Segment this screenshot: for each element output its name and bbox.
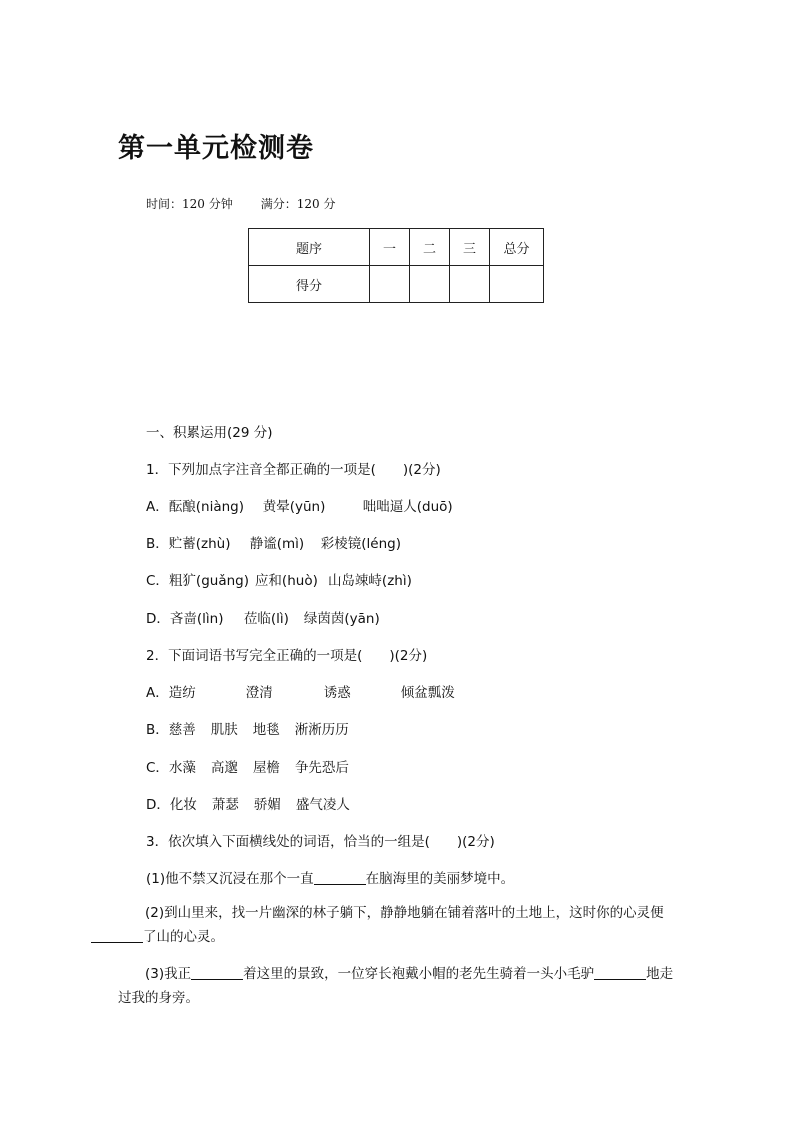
option-item: 彩棱镜(léng) bbox=[320, 536, 401, 552]
option-item: 绿茵茵(yān) bbox=[303, 611, 380, 627]
option-label: A． bbox=[146, 499, 169, 515]
option-item: 造纺 bbox=[168, 685, 196, 701]
table-cell: 总分 bbox=[490, 229, 544, 266]
option-label: C． bbox=[146, 760, 169, 776]
table-cell: 题序 bbox=[249, 229, 370, 266]
question-1-stem: 1．下列加点字注音全都正确的一项是( )(2分) bbox=[146, 462, 441, 478]
score-input-cell[interactable] bbox=[410, 266, 450, 303]
full-score: 满分：120 分 bbox=[260, 197, 336, 211]
score-table bbox=[248, 228, 544, 303]
option-item: 黄晕(yūn) bbox=[262, 499, 326, 515]
option-item: 澄清 bbox=[245, 685, 273, 701]
option-item: 水藻 bbox=[168, 760, 196, 776]
sentence-text: (3)我正 bbox=[145, 966, 192, 982]
question-2-option-a[interactable] bbox=[146, 681, 455, 701]
sentence-text: 了山的心灵。 bbox=[143, 929, 224, 945]
question-2-option-c[interactable] bbox=[146, 756, 349, 776]
option-item: 粗犷(guǎng) bbox=[168, 573, 249, 589]
option-item: 莅临(lì) bbox=[243, 611, 289, 627]
option-item: 化妆 bbox=[169, 797, 197, 813]
question-2-option-d[interactable] bbox=[146, 793, 350, 813]
option-item: 骄媚 bbox=[253, 797, 281, 813]
option-item: 应和(huò) bbox=[254, 573, 318, 589]
table-row bbox=[249, 229, 544, 266]
sentence-text: 着这里的景致，一位穿长袍戴小帽的老先生骑着一头小毛驴 bbox=[243, 966, 595, 982]
time-limit: 时间：120 分钟 bbox=[146, 197, 233, 211]
question-1-option-b[interactable] bbox=[146, 532, 401, 552]
option-item: 倾盆瓢泼 bbox=[400, 685, 455, 701]
option-item: 山岛竦峙(zhì) bbox=[327, 573, 412, 589]
fill-blank[interactable] bbox=[91, 929, 143, 944]
question-3-sentence-3 bbox=[118, 962, 680, 1010]
question-1-option-c[interactable] bbox=[146, 569, 412, 589]
option-item: 地毯 bbox=[252, 722, 280, 738]
option-item: 吝啬(lìn) bbox=[169, 611, 224, 627]
option-label: D． bbox=[146, 797, 170, 813]
table-cell: 一 bbox=[370, 229, 410, 266]
option-item: 慈善 bbox=[168, 722, 196, 738]
option-item: 静谧(mì) bbox=[249, 536, 305, 552]
table-cell: 得分 bbox=[249, 266, 370, 303]
question-1-option-d[interactable] bbox=[146, 607, 380, 627]
question-3-sentence-1 bbox=[146, 867, 514, 887]
sentence-text: (1)他不禁又沉浸在那个一直 bbox=[146, 871, 314, 887]
fill-blank[interactable] bbox=[594, 966, 646, 981]
exam-meta bbox=[146, 195, 335, 212]
option-label: B． bbox=[146, 722, 169, 738]
fill-blank[interactable] bbox=[314, 871, 366, 886]
option-item: 争先恐后 bbox=[294, 760, 349, 776]
option-item: 诱惑 bbox=[323, 685, 351, 701]
option-item: 肌肤 bbox=[210, 722, 238, 738]
fill-blank[interactable] bbox=[191, 966, 243, 981]
option-item: 淅淅历历 bbox=[294, 722, 349, 738]
question-2-option-b[interactable] bbox=[146, 718, 349, 738]
table-cell: 三 bbox=[450, 229, 490, 266]
sentence-text: 地走过我的身旁。 bbox=[118, 966, 674, 1006]
option-label: D． bbox=[146, 611, 170, 627]
option-label: B． bbox=[146, 536, 169, 552]
option-item: 酝酿(niàng) bbox=[168, 499, 244, 515]
table-row bbox=[249, 266, 544, 303]
sentence-text: 在脑海里的美丽梦境中。 bbox=[365, 871, 515, 887]
question-2-stem: 2．下面词语书写完全正确的一项是( )(2分) bbox=[146, 648, 428, 664]
question-3-stem: 3．依次填入下面横线处的词语，恰当的一组是( )(2分) bbox=[146, 834, 495, 850]
option-item: 萧瑟 bbox=[211, 797, 239, 813]
option-item: 贮蓄(zhù) bbox=[168, 536, 231, 552]
question-3-sentence-2 bbox=[118, 901, 680, 949]
sentence-text: (2)到山里来，找一片幽深的林子躺下，静静地躺在铺着落叶的土地上，这时你的心灵便 bbox=[145, 905, 664, 921]
option-item: 咄咄逼人(duō) bbox=[362, 499, 453, 515]
option-item: 屋檐 bbox=[252, 760, 280, 776]
question-1-option-a[interactable] bbox=[146, 495, 453, 515]
score-input-cell[interactable] bbox=[490, 266, 544, 303]
score-input-cell[interactable] bbox=[450, 266, 490, 303]
page-title: 第一单元检测卷 bbox=[118, 133, 314, 164]
option-label: A． bbox=[146, 685, 169, 701]
table-cell: 二 bbox=[410, 229, 450, 266]
option-item: 高邈 bbox=[210, 760, 238, 776]
option-label: C． bbox=[146, 573, 169, 589]
option-item: 盛气凌人 bbox=[295, 797, 350, 813]
score-input-cell[interactable] bbox=[370, 266, 410, 303]
section-heading: 一、积累运用(29 分) bbox=[146, 425, 273, 441]
